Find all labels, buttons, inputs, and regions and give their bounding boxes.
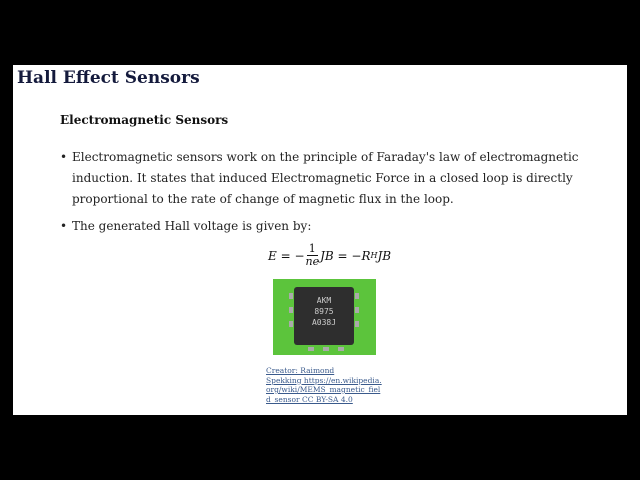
sensor-chip-photo (273, 279, 376, 355)
chip-marking: 8975 (314, 307, 334, 316)
eq-denominator: ne (305, 255, 320, 268)
eq-fraction (306, 243, 320, 268)
eq-lhs: E = − (268, 248, 305, 263)
eq-mid: JB = −R (320, 248, 371, 263)
image-credit-link[interactable] (266, 366, 388, 404)
eq-numerator: 1 (308, 242, 316, 255)
chip (294, 287, 354, 345)
caption-line[interactable]: Creator: Raimond (266, 366, 335, 375)
chip-marking: AKM (316, 296, 332, 305)
eq-end: JB (377, 248, 392, 263)
chip-marking: A038J (311, 318, 337, 327)
eq-subscript: H (370, 251, 378, 260)
caption-line[interactable]: d_sensor CC BY-SA 4.0 (266, 394, 353, 404)
slide (13, 65, 627, 415)
bullet-item: • Electromagnetic sensors work on the principle of Faraday's law of electromagnetic induction. It states that induced Electromagnetic Force in a closed loop is directly proportional to the rate of change of magnetic flux in the loop. (60, 147, 580, 210)
caption-line[interactable]: Spekking https://en.wikipedia. (266, 375, 382, 385)
section-heading: Electromagnetic Sensors (60, 113, 229, 127)
bullet-list (60, 147, 580, 243)
caption-line[interactable]: org/wiki/MEMS_magnetic_fiel (266, 385, 381, 394)
slide-title: Hall Effect Sensors (17, 68, 200, 88)
bullet-item: • The generated Hall voltage is given by: (60, 216, 580, 237)
hall-voltage-equation (268, 243, 391, 268)
